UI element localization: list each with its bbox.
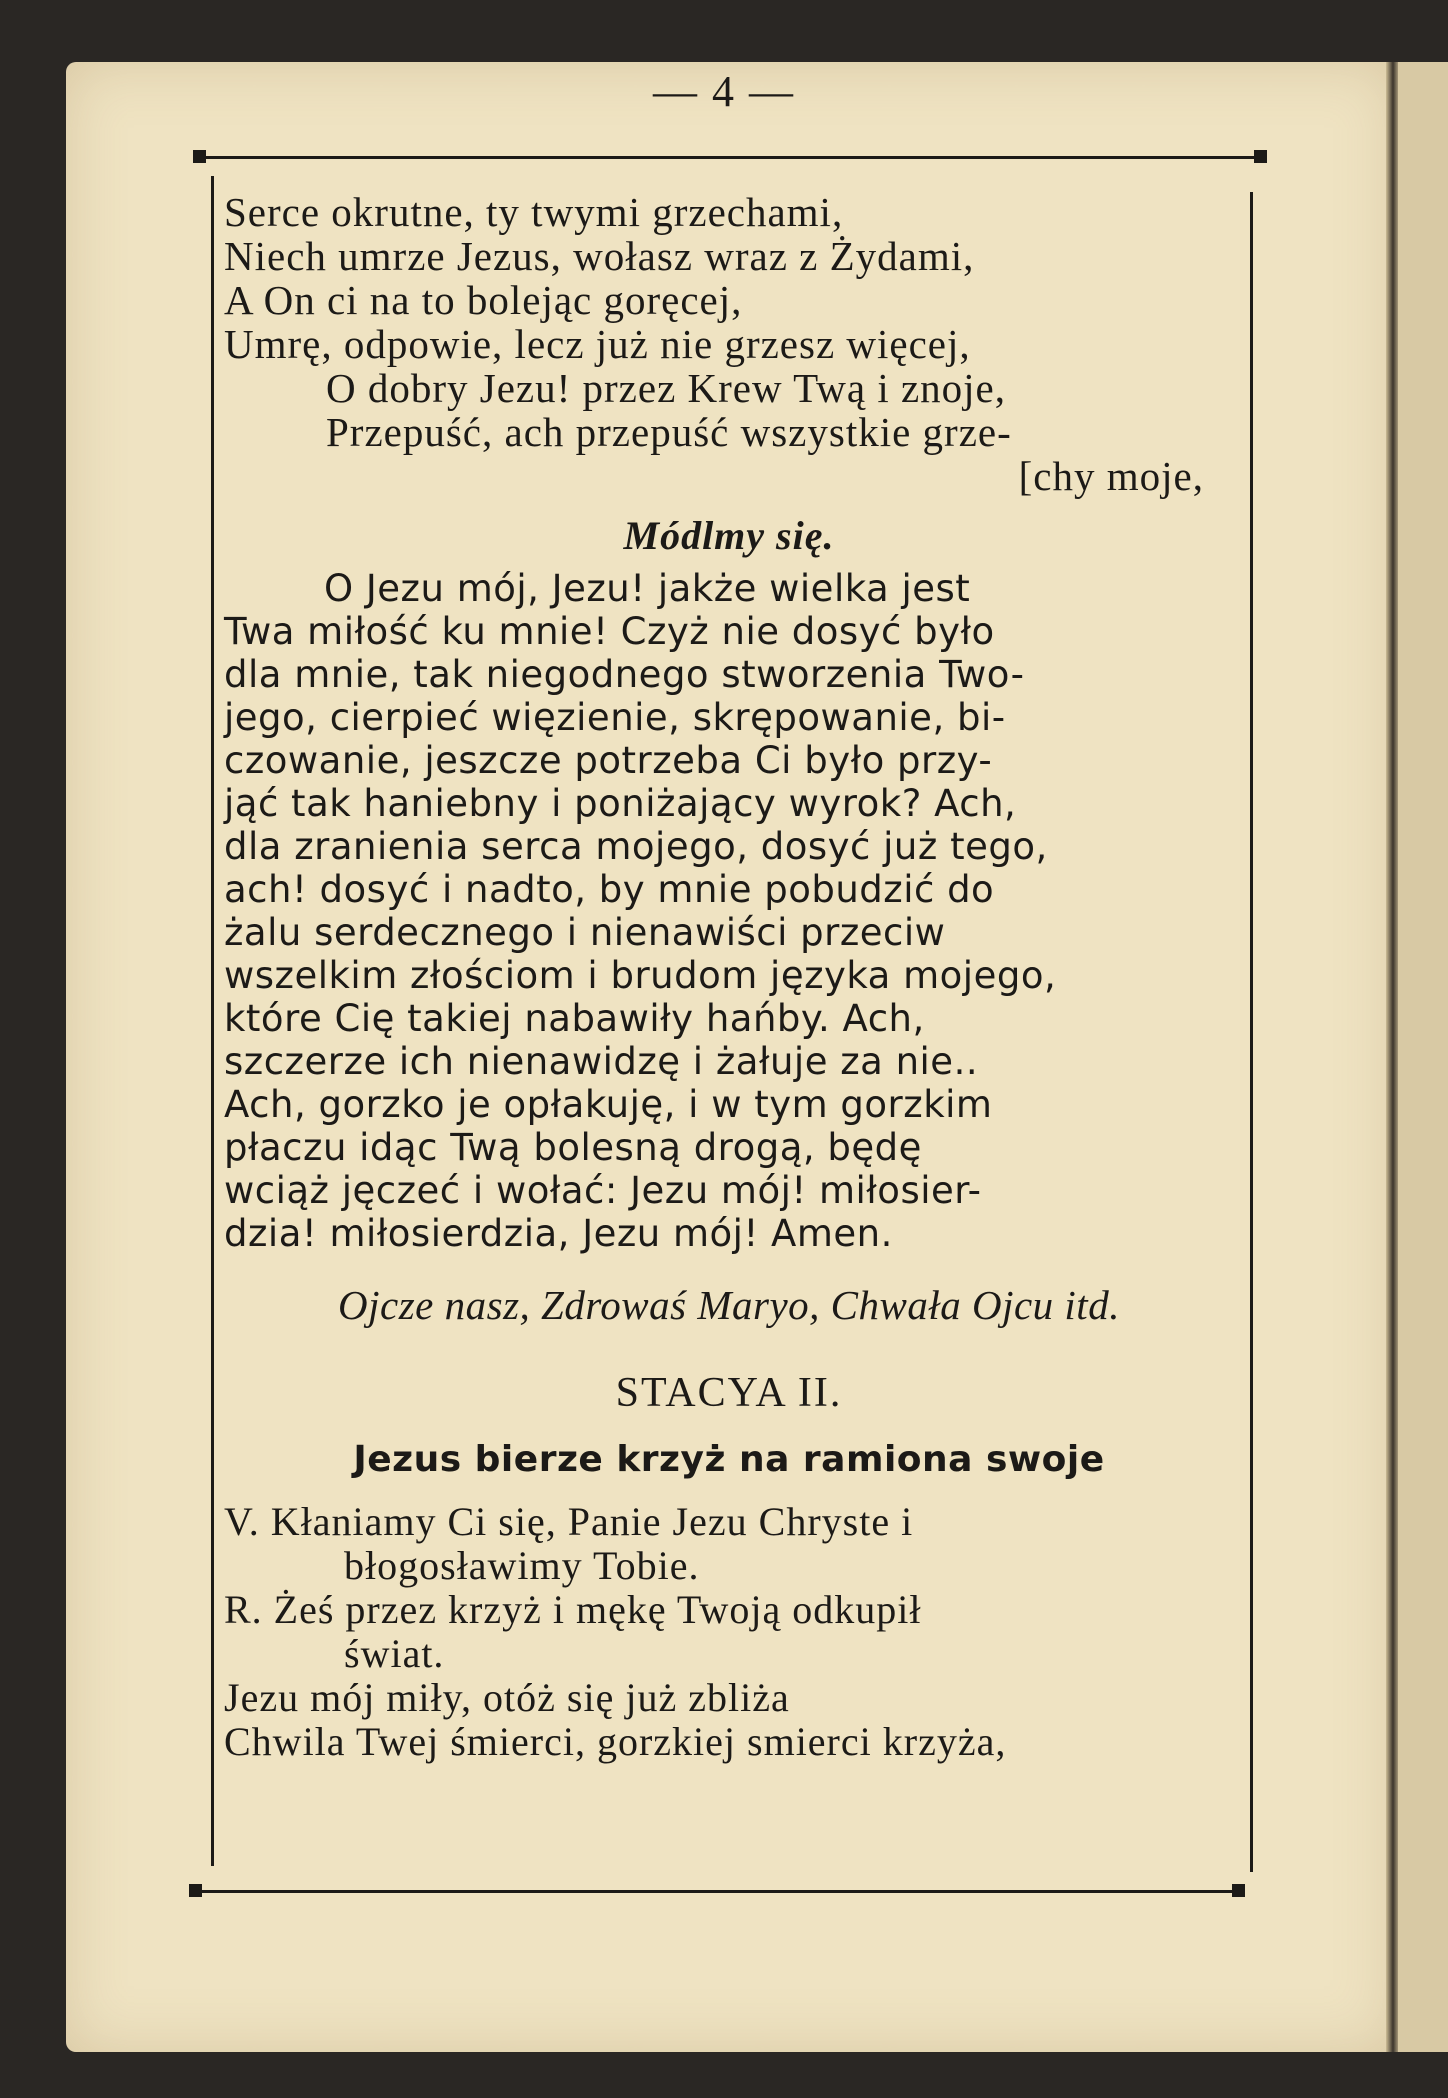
prayer-line: szczerze ich nienawidzę i żałuje za nie.. [224,1040,979,1083]
response-line: R. Żeś przez krzyż i mękę Twoją odkupił [224,1587,922,1632]
verse-line: [chy moje, [1018,453,1204,499]
prayer-line: czowanie, jeszcze potrzeba Ci było przy- [224,739,993,782]
verse-block [224,190,1234,498]
station-subtitle: Jezus bierze krzyż na ramiona swoje [353,1439,1105,1480]
final-verse-line: Chwila Twej śmierci, gorzkiej smierci krzyża, [224,1719,1007,1764]
prayer-line: płaczu idąc Twą bolesną drogą, będę [224,1126,922,1169]
versicle-line: błogosławimy Tobie. [344,1543,700,1588]
verse-line: O dobry Jezu! przez Krew Twą i znoje, [326,365,1007,411]
corner-ornament [1232,1884,1245,1897]
response-line: świat. [344,1631,445,1676]
prayer-line: żalu serdecznego i nienawiści przeciw [224,911,946,954]
prayer-line: ach! dosyć i nadto, by mnie pobudzić do [224,868,995,911]
corner-ornament [1254,150,1267,163]
prayer-block [224,567,1234,1255]
closing-prayers: Ojcze nasz, Zdrowaś Maryo, Chwała Ojcu itd. [338,1282,1120,1328]
versicle-line: V. Kłaniamy Ci się, Panie Jezu Chryste i [224,1499,914,1544]
prayer-line: dla mnie, tak niegodnego stworzenia Two- [224,653,1025,696]
verse-line: Serce okrutne, ty twymi grzechami, [224,189,844,235]
verse-line: Niech umrze Jezus, wołasz wraz z Żydami, [224,233,975,279]
prayer-line: wciąż jęczeć i wołać: Jezu mój! miłosier- [224,1169,982,1212]
bottom-rule [196,1890,1236,1893]
right-border-line [1250,192,1253,1872]
station-title: STACYA II. [615,1370,843,1416]
next-page-edge [1398,62,1448,2052]
prayer-line: Twa miłość ku mnie! Czyż nie dosyć było [224,610,995,653]
prayer-line: O Jezu mój, Jezu! jakże wielka jest [324,567,971,610]
prayer-line: dzia! miłosierdzia, Jezu mój! Amen. [224,1212,893,1255]
prayer-heading: Módlmy się. [623,513,835,558]
versicle-response [224,1500,1234,1764]
prayer-line: jego, cierpieć więzienie, skrępowanie, bi- [224,696,1006,739]
corner-ornament [193,150,206,163]
prayer-line: jąć tak haniebny i poniżający wyrok? Ach, [224,782,1017,825]
corner-ornament [189,1884,202,1897]
verse-line: Przepuść, ach przepuść wszystkie grze- [326,409,1012,455]
page-number: — 4 — [653,67,795,116]
verse-line: Umrę, odpowie, lecz już nie grzesz więcej, [224,321,971,367]
prayer-line: wszelkim złościom i brudom języka mojego, [224,954,1057,997]
verse-line: A On ci na to bolejąc goręcej, [224,277,743,323]
left-border-line [211,176,214,1866]
final-verse-line: Jezu mój miły, otóż się już zbliża [224,1675,790,1720]
top-rule [200,156,1258,159]
prayer-line: które Cię takiej nabawiły hańby. Ach, [224,997,925,1040]
page-content [224,190,1234,1764]
prayer-line: dla zranienia serca mojego, dosyć już tego, [224,825,1048,868]
prayer-line: Ach, gorzko je opłakuję, i w tym gorzkim [224,1083,993,1126]
